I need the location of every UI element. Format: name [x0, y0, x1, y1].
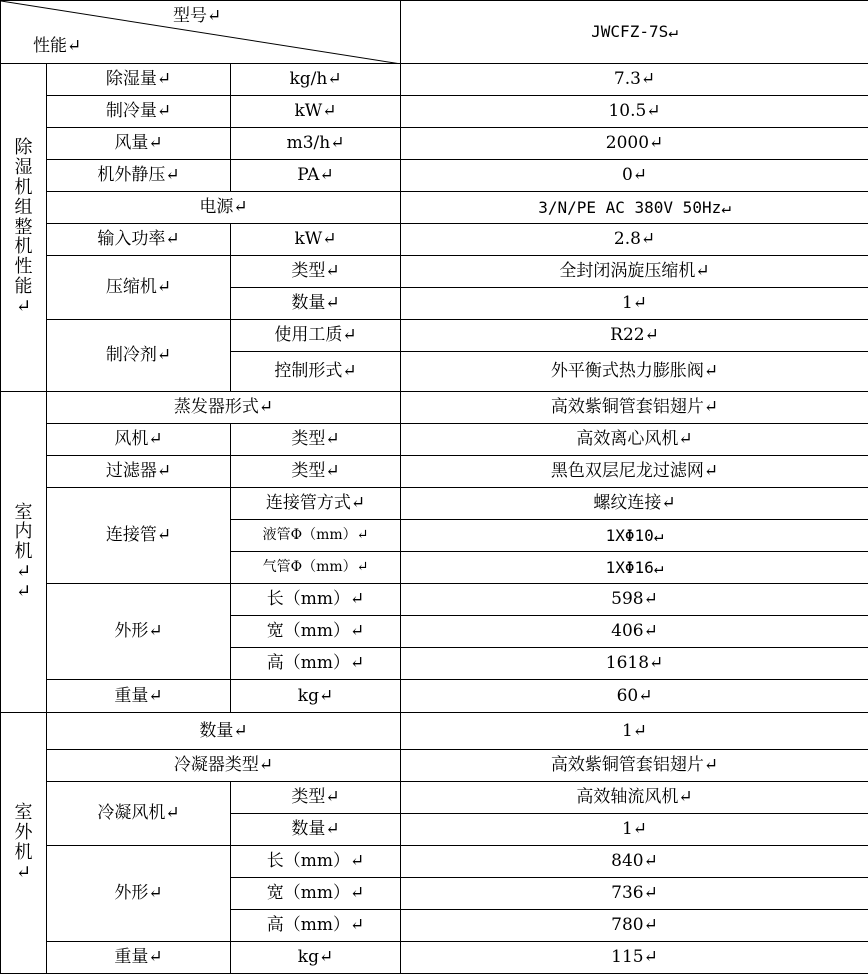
pipe-method-value: 螺纹连接↵: [401, 488, 868, 520]
table-row: [1, 128, 868, 160]
pipe-liquid-value: 1XΦ10↵: [401, 520, 868, 552]
air-unit: m3/h↵: [231, 128, 401, 160]
power-label: 电源↵: [47, 192, 401, 224]
table-row: [1, 713, 868, 750]
esp-label: 机外静压↵: [47, 160, 231, 192]
pipe-liquid-label: 液管Φ（mm）↵: [231, 520, 401, 552]
table-row: [1, 782, 868, 814]
header-row: [1, 1, 868, 64]
compressor-type-value: 全封闭涡旋压缩机↵: [401, 256, 868, 288]
condenser-fan-qty-value: 1↵: [401, 814, 868, 846]
evaporator-label: 蒸发器形式↵: [47, 392, 401, 424]
outdoor-length-value: 840↵: [401, 846, 868, 878]
indoor-fan-label: 风机↵: [47, 424, 231, 456]
filter-label: 过滤器↵: [47, 456, 231, 488]
table-row: [1, 750, 868, 782]
table-row: [1, 424, 868, 456]
refrigerant-medium-label: 使用工质↵: [231, 320, 401, 352]
pipe-label: 连接管↵: [47, 488, 231, 584]
condenser-label: 冷凝器类型↵: [47, 750, 401, 782]
compressor-label: 压缩机↵: [47, 256, 231, 320]
indoor-dim-label: 外形↵: [47, 584, 231, 680]
indoor-height-value: 1618↵: [401, 648, 868, 680]
table-row: [1, 584, 868, 616]
compressor-qty-label: 数量↵: [231, 288, 401, 320]
condenser-fan-label: 冷凝风机↵: [47, 782, 231, 846]
input-value: 2.8↵: [401, 224, 868, 256]
air-value: 2000↵: [401, 128, 868, 160]
indoor-width-label: 宽（mm）↵: [231, 616, 401, 648]
esp-unit: PA↵: [231, 160, 401, 192]
evaporator-value: 高效紫铜管套铝翅片↵: [401, 392, 868, 424]
table-row: [1, 846, 868, 878]
outdoor-weight-unit: kg↵: [231, 942, 401, 974]
model-label: 型号↵: [173, 6, 222, 26]
table-row: [1, 488, 868, 520]
outdoor-width-value: 736↵: [401, 878, 868, 910]
indoor-height-label: 高（mm）↵: [231, 648, 401, 680]
refrigerant-label: 制冷剂↵: [47, 320, 231, 392]
section-outdoor: 室外机↵: [1, 713, 47, 974]
indoor-weight-label: 重量↵: [47, 680, 231, 713]
dehum-label: 除湿量↵: [47, 64, 231, 96]
pipe-method-label: 连接管方式↵: [231, 488, 401, 520]
air-label: 风量↵: [47, 128, 231, 160]
table-row: [1, 224, 868, 256]
power-value: 3/N/PE AC 380V 50Hz↵: [401, 192, 868, 224]
outdoor-weight-label: 重量↵: [47, 942, 231, 974]
indoor-fan-type-value: 高效离心风机↵: [401, 424, 868, 456]
esp-value: 0↵: [401, 160, 868, 192]
indoor-length-label: 长（mm）↵: [231, 584, 401, 616]
refrigerant-control-label: 控制形式↵: [231, 352, 401, 392]
filter-type-value: 黑色双层尼龙过滤网↵: [401, 456, 868, 488]
refrigerant-medium-value: R22↵: [401, 320, 868, 352]
section-dehumidifier: 除湿机组整机性能↵: [1, 64, 47, 392]
indoor-weight-unit: kg↵: [231, 680, 401, 713]
model-value: JWCFZ-7S↵: [401, 1, 868, 64]
compressor-qty-value: 1↵: [401, 288, 868, 320]
refrigerant-control-value: 外平衡式热力膨胀阀↵: [401, 352, 868, 392]
outdoor-width-label: 宽（mm）↵: [231, 878, 401, 910]
input-unit: kW↵: [231, 224, 401, 256]
indoor-weight-value: 60↵: [401, 680, 868, 713]
table-row: [1, 64, 868, 96]
outdoor-qty-value: 1↵: [401, 713, 868, 750]
cool-unit: kW↵: [231, 96, 401, 128]
performance-label: 性能↵: [33, 36, 82, 56]
dehum-unit: kg/h↵: [231, 64, 401, 96]
indoor-width-value: 406↵: [401, 616, 868, 648]
outdoor-height-value: 780↵: [401, 910, 868, 942]
condenser-fan-type-label: 类型↵: [231, 782, 401, 814]
table-row: [1, 942, 868, 974]
compressor-type-label: 类型↵: [231, 256, 401, 288]
dehum-value: 7.3↵: [401, 64, 868, 96]
table-row: [1, 680, 868, 713]
indoor-length-value: 598↵: [401, 584, 868, 616]
outdoor-qty-label: 数量↵: [47, 713, 401, 750]
table-row: [1, 96, 868, 128]
condenser-fan-qty-label: 数量↵: [231, 814, 401, 846]
indoor-fan-type-label: 类型↵: [231, 424, 401, 456]
pipe-gas-label: 气管Φ（mm）↵: [231, 552, 401, 584]
table-row: [1, 256, 868, 288]
input-label: 输入功率↵: [47, 224, 231, 256]
section-indoor: 室内机↵↵: [1, 392, 47, 713]
pipe-gas-value: 1XΦ16↵: [401, 552, 868, 584]
table-row: [1, 320, 868, 352]
outdoor-length-label: 长（mm）↵: [231, 846, 401, 878]
table-row: [1, 192, 868, 224]
cool-value: 10.5↵: [401, 96, 868, 128]
outdoor-height-label: 高（mm）↵: [231, 910, 401, 942]
filter-type-label: 类型↵: [231, 456, 401, 488]
table-row: [1, 160, 868, 192]
outdoor-dim-label: 外形↵: [47, 846, 231, 942]
header-diagonal-cell: [1, 1, 401, 64]
condenser-value: 高效紫铜管套铝翅片↵: [401, 750, 868, 782]
outdoor-weight-value: 115↵: [401, 942, 868, 974]
cool-label: 制冷量↵: [47, 96, 231, 128]
table-row: [1, 392, 868, 424]
table-row: [1, 456, 868, 488]
condenser-fan-type-value: 高效轴流风机↵: [401, 782, 868, 814]
